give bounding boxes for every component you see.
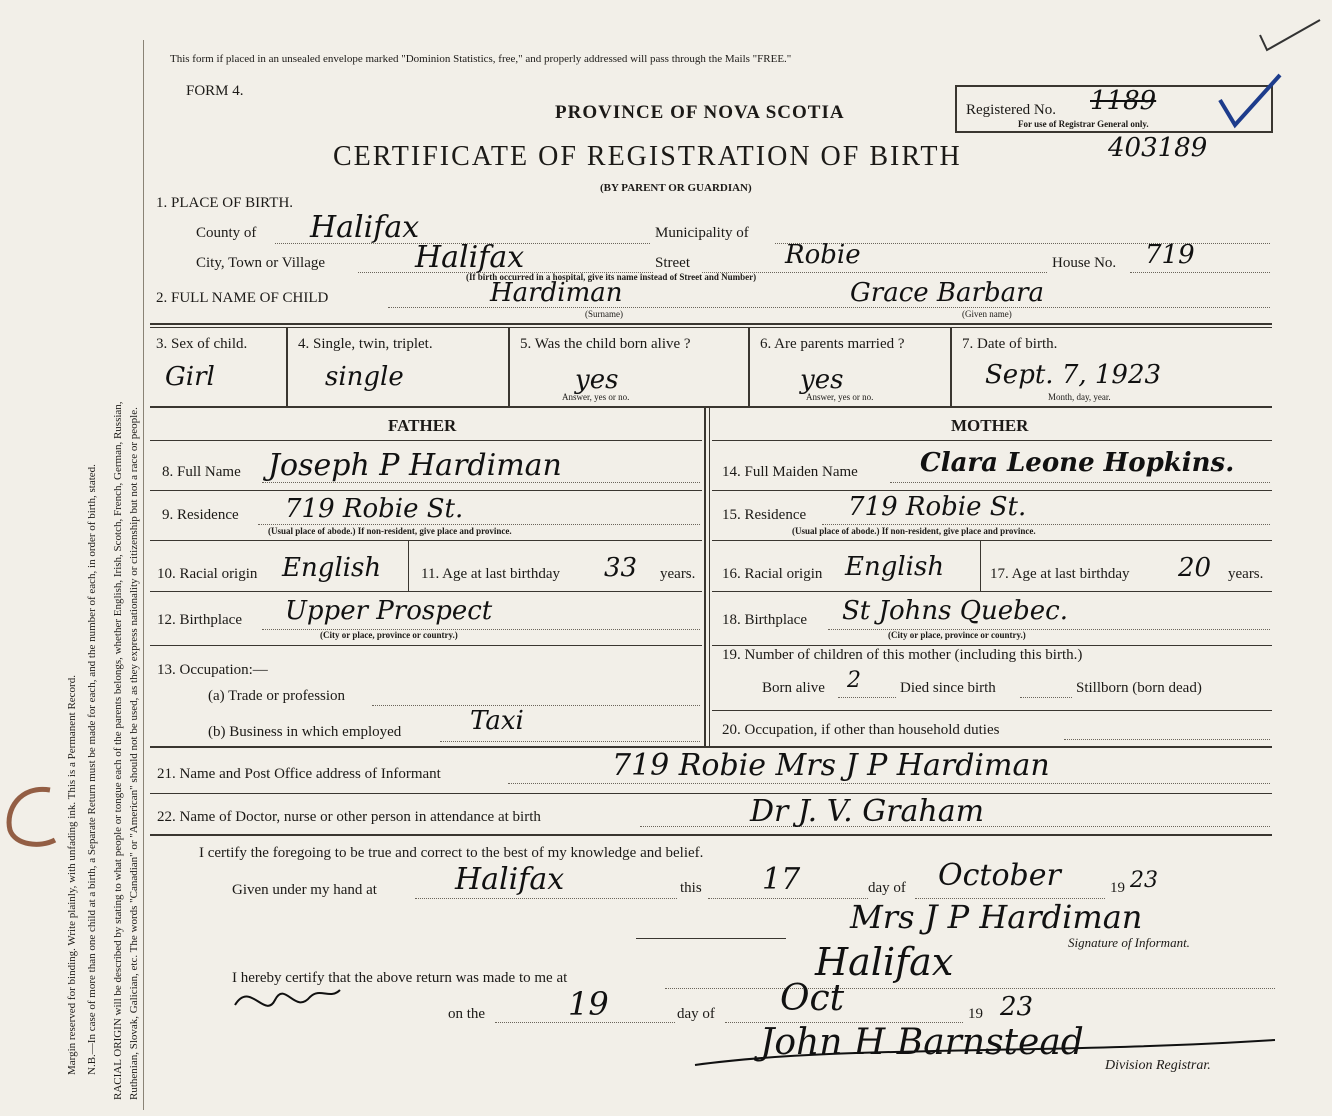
given-under-label: Given under my hand at: [232, 882, 377, 898]
margin-note-racial-2: Ruthenian, Slovak, Galician, etc. The words "Canadian" or "American" should not be used, as they express nationality or citizenship but not a race or people.: [128, 407, 140, 1100]
day-of-label: day of: [868, 880, 906, 896]
father-birthplace-value: Upper Prospect: [285, 596, 493, 626]
margin-note-binding: Margin reserved for binding. Write plainly, with unfading ink. This is a Permanent Record.: [66, 675, 78, 1075]
father-occupation-label: 13. Occupation:—: [157, 662, 268, 678]
father-name-label: 8. Full Name: [162, 464, 241, 480]
married-label: 6. Are parents married ?: [760, 336, 905, 352]
certify-statement: I certify the foregoing to be true and correct to the best of my knowledge and belief.: [199, 845, 704, 861]
child-surname: Hardiman: [490, 278, 623, 308]
informant-signature: Mrs J P Hardiman: [850, 898, 1143, 936]
registered-label: Registered No.: [966, 102, 1056, 118]
father-business-value: Taxi: [470, 706, 524, 736]
province-heading: PROVINCE OF NOVA SCOTIA: [555, 102, 845, 123]
given-year-value: 23: [1130, 868, 1158, 893]
father-years-label: years.: [660, 566, 696, 582]
on-the-label: on the: [448, 1006, 486, 1022]
father-name-value: Joseph P Hardiman: [268, 448, 562, 483]
married-value: yes: [800, 365, 844, 395]
place-section-label: 1. PLACE OF BIRTH.: [156, 195, 294, 211]
father-age-label: 11. Age at last birthday: [421, 566, 560, 582]
registrar-note: For use of Registrar General only.: [1018, 119, 1149, 129]
registrar-signature: John H Barnstead: [760, 1022, 1084, 1063]
registered-number: 1189: [1090, 86, 1157, 116]
dob-value: Sept. 7, 1923: [985, 360, 1162, 390]
given-caption: (Given name): [962, 309, 1012, 319]
registrar-signature-caption: Division Registrar.: [1105, 1058, 1211, 1073]
father-residence-caption: (Usual place of abode.) If non-resident, give place and province.: [268, 526, 512, 536]
father-residence-label: 9. Residence: [162, 507, 239, 523]
father-business-label: (b) Business in which employed: [208, 724, 402, 740]
county-label: County of: [196, 225, 257, 241]
stain-mark: [0, 780, 60, 850]
died-since-birth-label: Died since birth: [900, 680, 996, 696]
margin-note-racial: RACIAL ORIGIN will be described by stating to what people or tongue each of the parents belongs, whether English, Irish, Scotch, French, German, Russian,: [112, 401, 124, 1100]
born-alive-value: 2: [847, 668, 861, 693]
alive-caption: Answer, yes or no.: [562, 392, 630, 402]
plurality-label: 4. Single, twin, triplet.: [298, 336, 433, 352]
given-place-value: Halifax: [455, 862, 565, 897]
this-label: this: [680, 880, 702, 896]
registrar-year-prefix: 19: [968, 1006, 983, 1022]
margin-note-multiple: N.B.—In case of more than one child at a birth, a Separate Return must be made for each, and the number of each, in order of birth, stated.: [86, 464, 98, 1075]
mother-age-label: 17. Age at last birthday: [990, 566, 1130, 582]
mother-birthplace-value: St Johns Quebec.: [842, 596, 1069, 626]
mother-occupation-label: 20. Occupation, if other than household duties: [722, 722, 1000, 738]
mother-heading: MOTHER: [951, 416, 1029, 435]
form-number: FORM 4.: [186, 83, 244, 99]
informant-value: 719 Robie Mrs J P Hardiman: [612, 748, 1050, 783]
mother-age-value: 20: [1178, 553, 1212, 583]
handwritten-flourish: [230, 975, 360, 1025]
registrar-month-value: Oct: [780, 978, 845, 1019]
year-prefix: 19: [1110, 880, 1125, 896]
plurality-value: single: [325, 362, 404, 392]
registrar-place-value: Halifax: [815, 940, 954, 984]
given-day-value: 17: [762, 862, 801, 897]
page-subtitle: (BY PARENT OR GUARDIAN): [600, 182, 752, 194]
county-value: Halifax: [310, 210, 420, 245]
mother-name-value: Clara Leone Hopkins.: [920, 448, 1235, 478]
house-label: House No.: [1052, 255, 1117, 271]
father-birthplace-caption: (City or place, province or country.): [320, 630, 458, 640]
father-racial-value: English: [282, 553, 382, 583]
stillborn-label: Stillborn (born dead): [1076, 680, 1202, 696]
married-caption: Answer, yes or no.: [806, 392, 874, 402]
father-residence-value: 719 Robie St.: [285, 494, 464, 524]
mother-birthplace-label: 18. Birthplace: [722, 612, 807, 628]
doctor-value: Dr J. V. Graham: [750, 794, 985, 829]
city-value: Halifax: [415, 240, 525, 275]
mother-residence-value: 719 Robie St.: [848, 492, 1027, 522]
father-birthplace-label: 12. Birthplace: [157, 612, 242, 628]
born-alive-label: Born alive: [762, 680, 825, 696]
mother-residence-label: 15. Residence: [722, 507, 807, 523]
informant-signature-caption: Signature of Informant.: [1068, 935, 1190, 950]
child-given-name: Grace Barbara: [850, 278, 1045, 308]
sex-label: 3. Sex of child.: [156, 336, 248, 352]
page-title: CERTIFICATE OF REGISTRATION OF BIRTH: [333, 141, 962, 172]
mother-years-label: years.: [1228, 566, 1264, 582]
child-name-label: 2. FULL NAME OF CHILD: [156, 290, 329, 306]
doctor-label: 22. Name of Doctor, nurse or other person in attendance at birth: [157, 809, 541, 825]
father-racial-label: 10. Racial origin: [157, 566, 258, 582]
municipality-label: Municipality of: [655, 225, 749, 241]
alive-value: yes: [575, 365, 619, 395]
dob-label: 7. Date of birth.: [962, 336, 1058, 352]
street-value: Robie: [785, 240, 861, 270]
alive-label: 5. Was the child born alive ?: [520, 336, 691, 352]
children-count-label: 19. Number of children of this mother (including this birth.): [722, 647, 1083, 663]
margin-rule: [143, 40, 144, 1110]
mother-racial-value: English: [845, 552, 945, 582]
street-label: Street: [655, 255, 690, 271]
dob-caption: Month, day, year.: [1048, 392, 1111, 402]
given-month-value: October: [938, 858, 1061, 893]
father-heading: FATHER: [388, 416, 457, 435]
house-value: 719: [1145, 240, 1195, 270]
father-trade-label: (a) Trade or profession: [208, 688, 346, 704]
registrar-statement: I hereby certify that the above return was made to me at: [232, 970, 568, 986]
mother-name-label: 14. Full Maiden Name: [722, 464, 858, 480]
mail-notice: This form if placed in an unsealed envelope marked "Dominion Statistics, free," and properly addressed will pass through the Mails "FREE.": [170, 53, 792, 65]
father-age-value: 33: [604, 553, 638, 583]
registrar-year-value: 23: [1000, 992, 1034, 1022]
registrar-day-of-label: day of: [677, 1006, 715, 1022]
checkmark-icon: [1255, 15, 1325, 55]
surname-caption: (Surname): [585, 309, 623, 319]
file-number: 403189: [1108, 133, 1208, 163]
city-label: City, Town or Village: [196, 255, 326, 271]
informant-label: 21. Name and Post Office address of Informant: [157, 766, 441, 782]
hospital-note: (If birth occurred in a hospital, give its name instead of Street and Number): [466, 272, 757, 282]
mother-birthplace-caption: (City or place, province or country.): [888, 630, 1026, 640]
mother-residence-caption: (Usual place of abode.) If non-resident, give place and province.: [792, 526, 1036, 536]
registrar-day-value: 19: [568, 985, 609, 1023]
checkmark-icon: [1215, 70, 1285, 130]
mother-racial-label: 16. Racial origin: [722, 566, 823, 582]
sex-value: Girl: [165, 362, 215, 392]
